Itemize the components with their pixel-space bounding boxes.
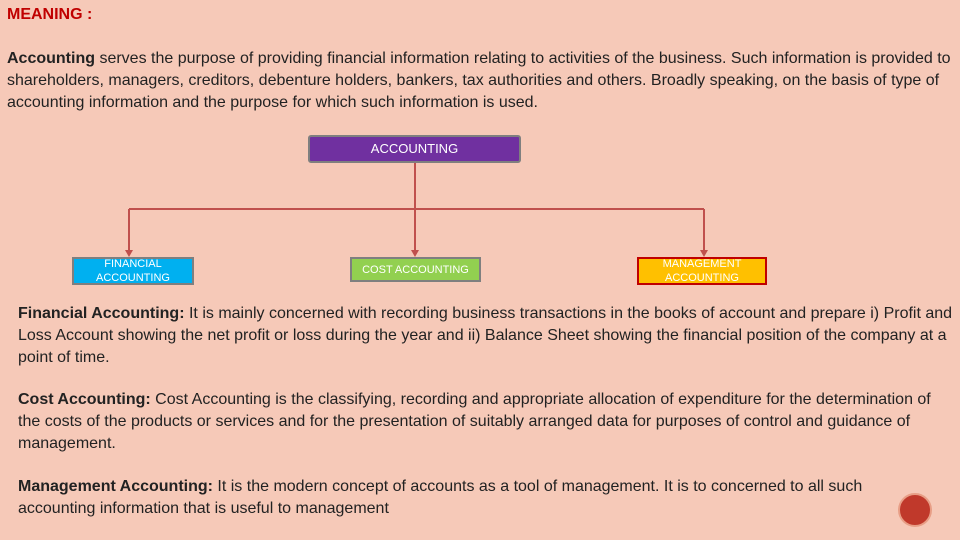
slide-number-badge <box>898 493 932 527</box>
page-heading: MEANING : <box>7 6 93 23</box>
cost-accounting-section <box>18 389 953 455</box>
cost-accounting-text: Cost Accounting is the classifying, recording and appropriate allocation of expenditure for the determination of the costs of the products or services and for the presentation of suitably arranged data for purposes of control and guidance of management. <box>18 391 931 452</box>
financial-accounting-box: FINANCIAL ACCOUNTING <box>72 257 194 285</box>
financial-accounting-text: It is mainly concerned with recording business transactions in the books of account and prepare i) Profit and Loss Account showing the net profit or loss during the year and ii) Balance Sheet showing the financial position of the company at a point of time. <box>18 305 953 366</box>
cost-accounting-box: COST ACCOUNTING <box>350 257 481 282</box>
management-accounting-box: MANAGEMENT ACCOUNTING <box>637 257 767 285</box>
arrowhead-management <box>700 250 708 257</box>
arrowhead-cost <box>411 250 419 257</box>
management-accounting-title: Management Accounting: <box>18 478 213 495</box>
cost-accounting-title: Cost Accounting: <box>18 391 151 408</box>
management-accounting-text: It is the modern concept of accounts as a tool of management. It is to concerned to all such accounting information that is useful to management <box>18 478 863 517</box>
accounting-root-box: ACCOUNTING <box>308 135 521 163</box>
management-accounting-section <box>18 476 933 520</box>
intro-lead: Accounting <box>7 50 95 67</box>
intro-text: serves the purpose of providing financial information relating to activities of the business. Such information is provided to shareholders, managers, creditors, debenture holders, bankers, tax authorities and others. Broadly speaking, on the basis of type of accounting information and the purpose for which such information is used. <box>7 50 951 111</box>
arrowhead-financial <box>125 250 133 257</box>
financial-accounting-title: Financial Accounting: <box>18 305 185 322</box>
financial-accounting-section <box>18 303 953 369</box>
